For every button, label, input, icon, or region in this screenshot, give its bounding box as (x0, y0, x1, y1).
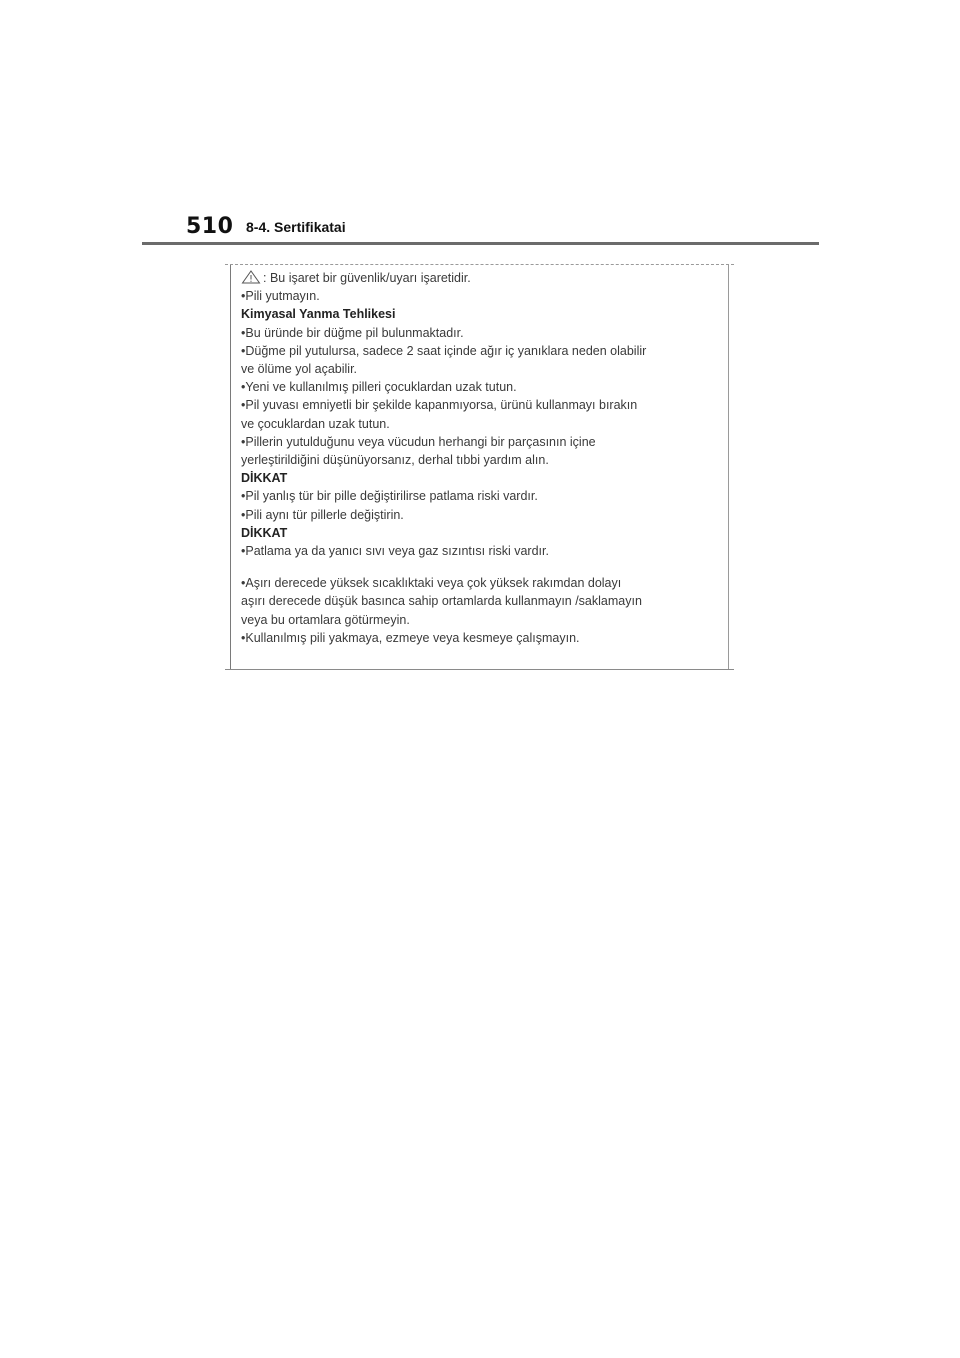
notice-bullet: •Bu üründe bir düğme pil bulunmaktadır. (241, 325, 464, 340)
notice-line-symbol (241, 269, 722, 287)
notice-bullet: •Pili aynı tür pillerle değiştirin. (241, 507, 404, 522)
notice-bullet: •Kullanılmış pili yakmaya, ezmeye veya kesmeye çalışmayın. (241, 630, 580, 645)
page-number: 510 (186, 214, 234, 239)
notice-bullet: •Patlama ya da yanıcı sıvı veya gaz sızıntısı riski vardır. (241, 544, 549, 559)
notice-bullet: •Pil yuvası emniyetli bir şekilde kapanmıyorsa, ürünü kullanmayı bırakın (241, 398, 638, 413)
notice-bullet: •Düğme pil yutulursa, sadece 2 saat içinde ağır iç yanıklara neden olabilir (241, 343, 647, 358)
notice-bullet: •Aşırı derecede yüksek sıcaklıktaki veya çok yüksek rakımdan dolayı (241, 576, 622, 591)
notice-bullet: •Pili yutmayın. (241, 289, 320, 304)
notice-spacer (241, 560, 722, 574)
notice-text: veya bu ortamlara götürmeyin. (241, 612, 410, 627)
safety-notice-content (241, 269, 722, 647)
notice-heading-caution: DİKKAT (241, 471, 288, 486)
section-title: 8-4. Sertifikatai (246, 219, 346, 235)
notice-bullet: •Pil yanlış tür bir pille değiştirilirse patlama riski vardır. (241, 489, 538, 504)
notice-text: aşırı derecede düşük basınca sahip ortamlarda kullanmayın /saklamayın (241, 594, 642, 609)
notice-text: ve çocuklardan uzak tutun. (241, 416, 390, 431)
header-rule (142, 242, 819, 245)
warning-triangle-icon (241, 270, 261, 284)
notice-bullet: •Yeni ve kullanılmış pilleri çocuklardan uzak tutun. (241, 380, 517, 395)
notice-bullet: •Pillerin yutulduğunu veya vücudun herhangi bir parçasının içine (241, 434, 596, 449)
notice-text: yerleştirildiğini düşünüyorsanız, derhal tıbbi yardım alın. (241, 453, 549, 468)
safety-notice-box (230, 264, 729, 670)
notice-heading-chemical-burn: Kimyasal Yanma Tehlikesi (241, 307, 396, 322)
notice-heading-caution: DİKKAT (241, 525, 288, 540)
notice-text: : Bu işaret bir güvenlik/uyarı işaretidir. (263, 271, 471, 285)
notice-text: ve ölüme yol açabilir. (241, 362, 358, 377)
